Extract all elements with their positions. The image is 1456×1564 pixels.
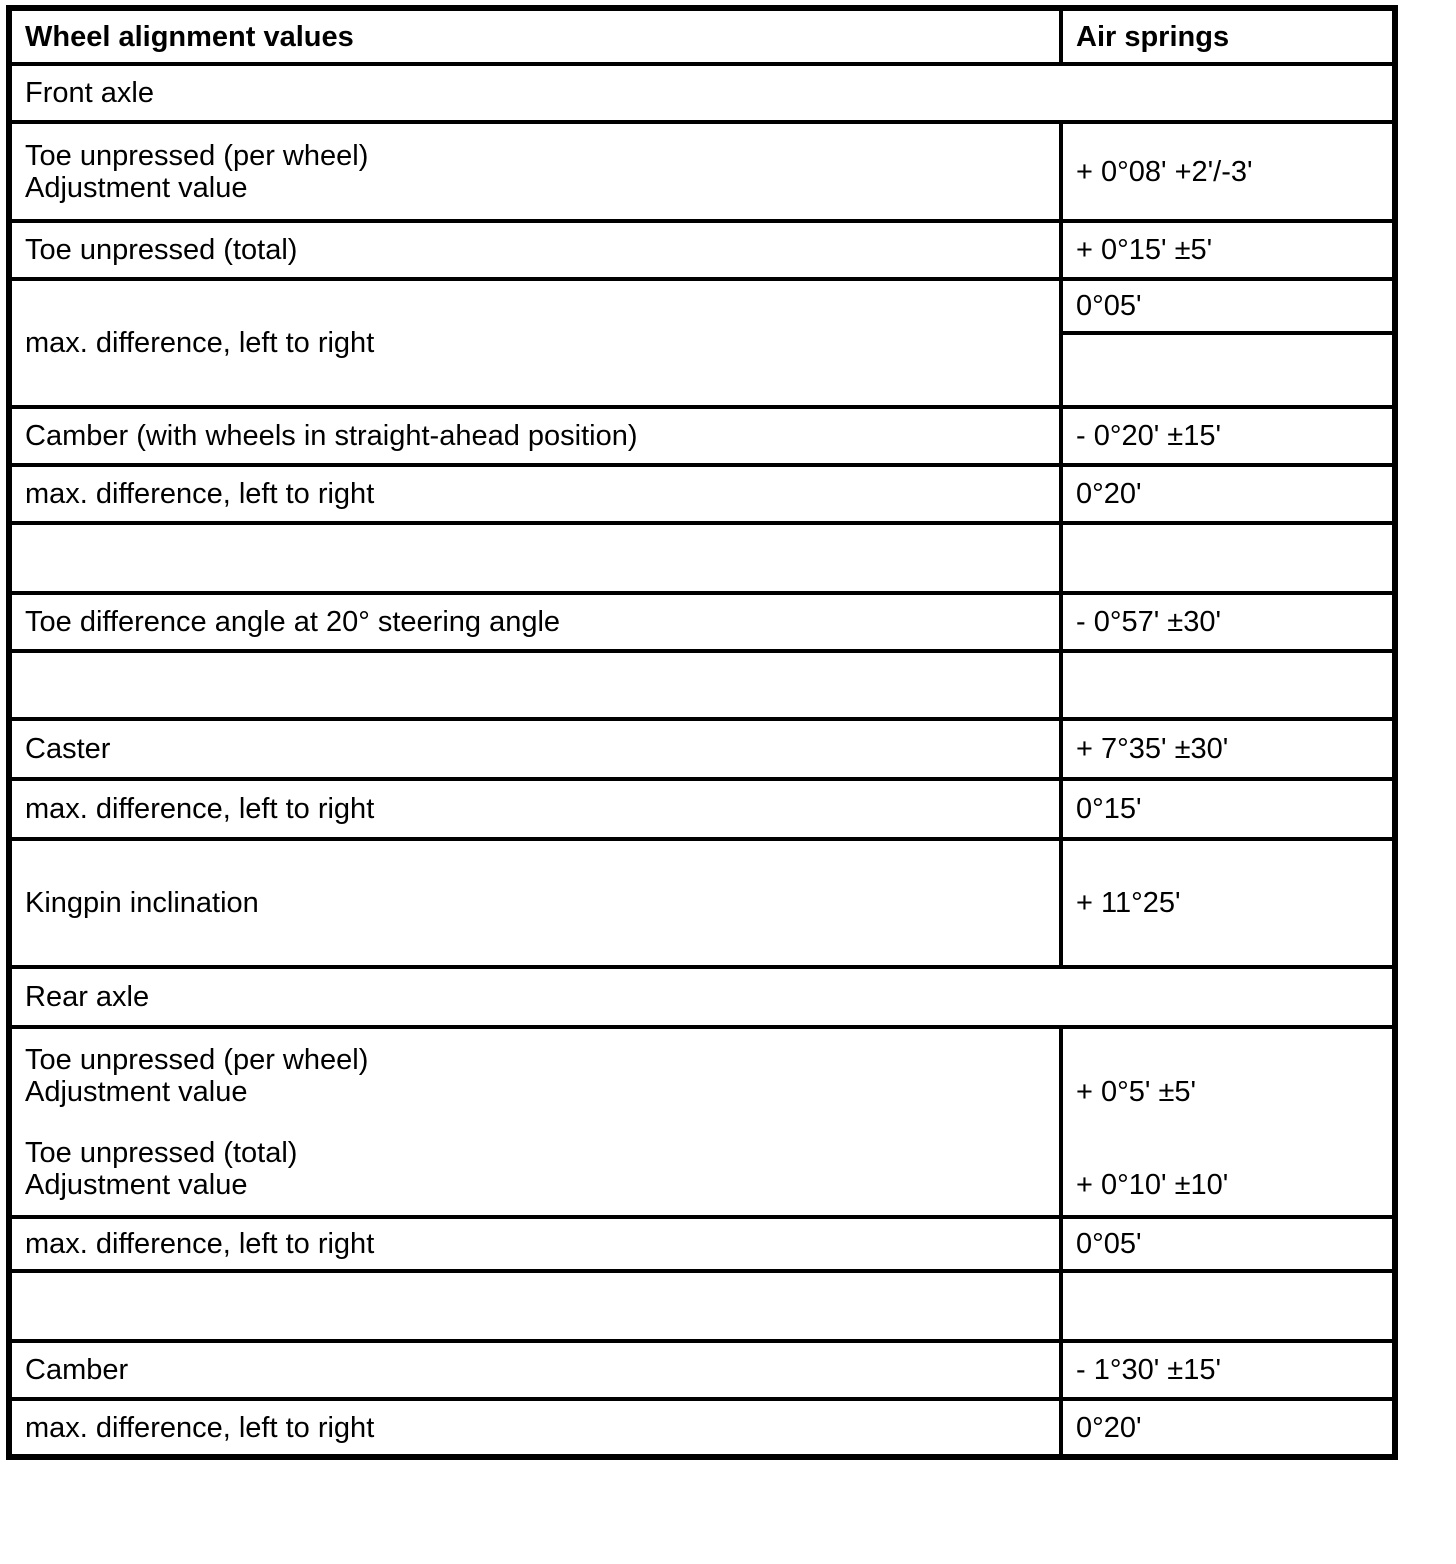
label-cell-front-caster: Caster: [9, 719, 1061, 779]
value-cell-rear-toe-block: [1061, 1027, 1395, 1217]
value-cell-front-camber: - 0°20' ±15': [1061, 407, 1395, 465]
value-cell-rear-toe-max-diff: 0°05': [1061, 1217, 1395, 1271]
empty-label-cell: [9, 523, 1061, 593]
value-cell-front-caster-max-diff: 0°15': [1061, 779, 1395, 839]
empty-label-cell: [9, 1271, 1061, 1341]
value-cell-front-toe-total: + 0°15' ±5': [1061, 221, 1395, 279]
row-front-kingpin: [9, 839, 1395, 967]
row-rear-camber: [9, 1341, 1395, 1399]
empty-value-cell: [1061, 651, 1395, 719]
value-cell-front-toe-per-wheel: + 0°08' +2'/-3': [1061, 122, 1395, 221]
label-cell-front-camber: Camber (with wheels in straight-ahead position): [9, 407, 1061, 465]
label-cell-rear-toe-max-diff: max. difference, left to right: [9, 1217, 1061, 1271]
section-row-rear-axle: [9, 967, 1395, 1027]
value-cell-front-caster: + 7°35' ±30': [1061, 719, 1395, 779]
table-header-row: [9, 8, 1395, 64]
label-cell-rear-toe-block: [9, 1027, 1061, 1217]
spacer-row: [9, 651, 1395, 719]
spacer-row: [9, 1271, 1395, 1341]
label-cell-front-toe-per-wheel: [9, 122, 1061, 221]
label-line-1: Toe unpressed (per wheel): [25, 1043, 369, 1076]
value-cell-front-camber-max-diff: 0°20': [1061, 465, 1395, 523]
label-cell-front-toe-total: Toe unpressed (total): [9, 221, 1061, 279]
value-cell-front-kingpin: + 11°25': [1061, 839, 1395, 967]
blank-line: [25, 1108, 1051, 1137]
empty-label-cell: [9, 651, 1061, 719]
column-header-air-springs: Air springs: [1061, 8, 1395, 64]
spacer-row: [9, 523, 1395, 593]
label-line-2: Adjustment value: [25, 171, 248, 204]
label-cell-front-toe-max-diff: max. difference, left to right: [9, 279, 1061, 407]
value-cell-front-toe-max-diff: 0°05': [1061, 279, 1395, 333]
wheel-alignment-table: [6, 5, 1398, 1460]
row-front-caster-max-diff: [9, 779, 1395, 839]
row-front-toe-total: [9, 221, 1395, 279]
label-cell-front-toe-diff-angle: Toe difference angle at 20° steering angle: [9, 593, 1061, 651]
row-front-caster: [9, 719, 1395, 779]
row-rear-toe-max-diff: [9, 1217, 1395, 1271]
label-cell-rear-camber: Camber: [9, 1341, 1061, 1399]
value-rear-toe-total: + 0°10' ±10': [1076, 1168, 1229, 1201]
label-line-2: Adjustment value: [25, 1075, 248, 1108]
row-rear-toe-block: [9, 1027, 1395, 1217]
value-cell-front-toe-diff-angle: - 0°57' ±30': [1061, 593, 1395, 651]
label-line-3: Toe unpressed (total): [25, 1136, 298, 1169]
row-front-camber-max-diff: [9, 465, 1395, 523]
row-front-toe-per-wheel: [9, 122, 1395, 221]
section-row-front-axle: [9, 64, 1395, 122]
value-cell-rear-camber-max-diff: 0°20': [1061, 1399, 1395, 1457]
label-cell-rear-camber-max-diff: max. difference, left to right: [9, 1399, 1061, 1457]
label-cell-front-kingpin: Kingpin inclination: [9, 839, 1061, 967]
row-front-camber: [9, 407, 1395, 465]
value-cell-rear-camber: - 1°30' ±15': [1061, 1341, 1395, 1399]
row-front-toe-max-diff: [9, 279, 1395, 333]
label-cell-front-camber-max-diff: max. difference, left to right: [9, 465, 1061, 523]
empty-value-cell: [1061, 1271, 1395, 1341]
section-title-front-axle: Front axle: [9, 64, 1395, 122]
label-cell-front-caster-max-diff: max. difference, left to right: [9, 779, 1061, 839]
column-header-wheel-alignment-values: Wheel alignment values: [9, 8, 1061, 64]
label-line-4: Adjustment value: [25, 1168, 248, 1201]
empty-value-cell: [1061, 333, 1395, 407]
row-rear-camber-max-diff: [9, 1399, 1395, 1457]
value-rear-toe-per-wheel: + 0°5' ±5': [1076, 1075, 1197, 1108]
empty-value-cell: [1061, 523, 1395, 593]
label-line-1: Toe unpressed (per wheel): [25, 139, 369, 172]
section-title-rear-axle: Rear axle: [9, 967, 1395, 1027]
row-front-toe-diff-angle: [9, 593, 1395, 651]
